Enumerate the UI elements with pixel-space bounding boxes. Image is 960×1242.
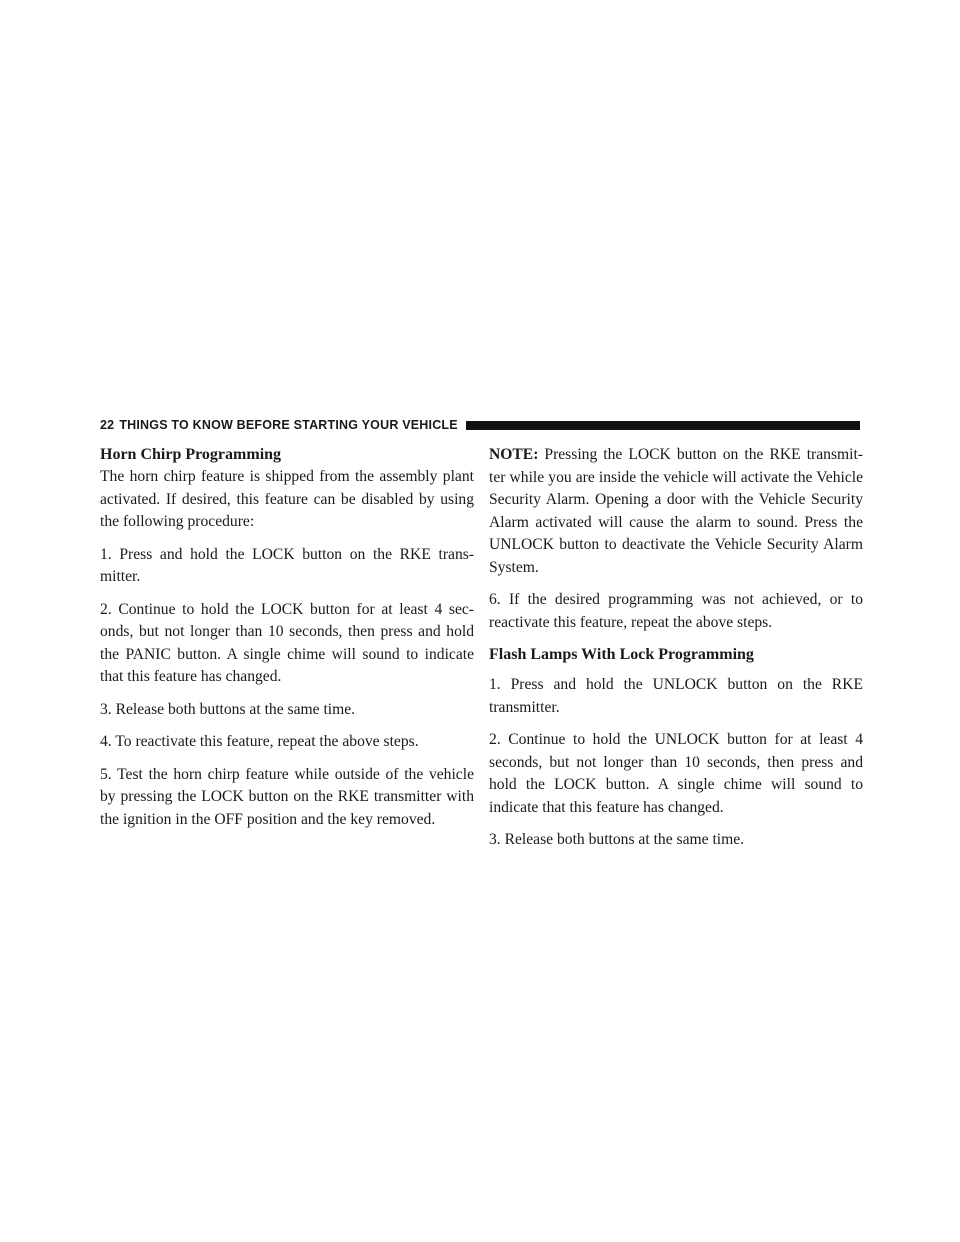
- section-heading-flash-lamps: Flash Lamps With Lock Programming: [489, 646, 754, 663]
- page-header: [100, 414, 860, 436]
- header-rule: [466, 421, 860, 430]
- step-item: 4. To reactivate this feature, repeat the above steps.: [100, 733, 419, 750]
- step-item: 1. Press and hold the UNLOCK button on the RKE transmitter.: [489, 676, 863, 716]
- note-paragraph: [489, 444, 863, 579]
- running-head: THINGS TO KNOW BEFORE STARTING YOUR VEHICLE: [119, 418, 458, 432]
- step-item: 1. Press and hold the LOCK button on the RKE trans-mitter.: [100, 545, 474, 585]
- step-item: 6. If the desired programming was not achieved, or to reactivate this feature, repeat the above steps.: [489, 591, 863, 631]
- step-item: 5. Test the horn chirp feature while outside of the vehicle by pressing the LOCK button on the RKE transmitter with the ignition in the OFF position and the key removed.: [100, 765, 474, 828]
- right-column: [489, 444, 863, 862]
- step-item: 2. Continue to hold the UNLOCK button for at least 4 seconds, but not longer than 10 seconds, then press and hold the LOCK button. A single chime will sound to indicate that this feature has changed.: [489, 731, 863, 816]
- note-label: NOTE:: [489, 446, 539, 463]
- intro-paragraph: The horn chirp feature is shipped from the assembly plant activated. If desired, this feature can be disabled by using the following procedure:: [100, 468, 474, 530]
- step-item: 2. Continue to hold the LOCK button for at least 4 sec-onds, but not longer than 10 seconds, then press and hold the PANIC button. A single chime will sound to indicate that this feature has changed.: [100, 600, 474, 685]
- step-item: 3. Release both buttons at the same time.: [100, 700, 356, 718]
- note-text: Pressing the LOCK button on the RKE transmit-ter while you are inside the vehicle will activate the Vehicle Security Alarm. Opening a door with the Vehicle Security Alarm activated will cause the alarm to sound. Press the UNLOCK button to deactivate the Vehicle Security Alarm System.: [489, 446, 863, 576]
- page-number: 22: [100, 418, 115, 432]
- left-column: [100, 444, 474, 841]
- section-heading-horn-chirp: Horn Chirp Programming: [100, 446, 282, 463]
- step-item: 3. Release both buttons at the same time.: [489, 831, 745, 848]
